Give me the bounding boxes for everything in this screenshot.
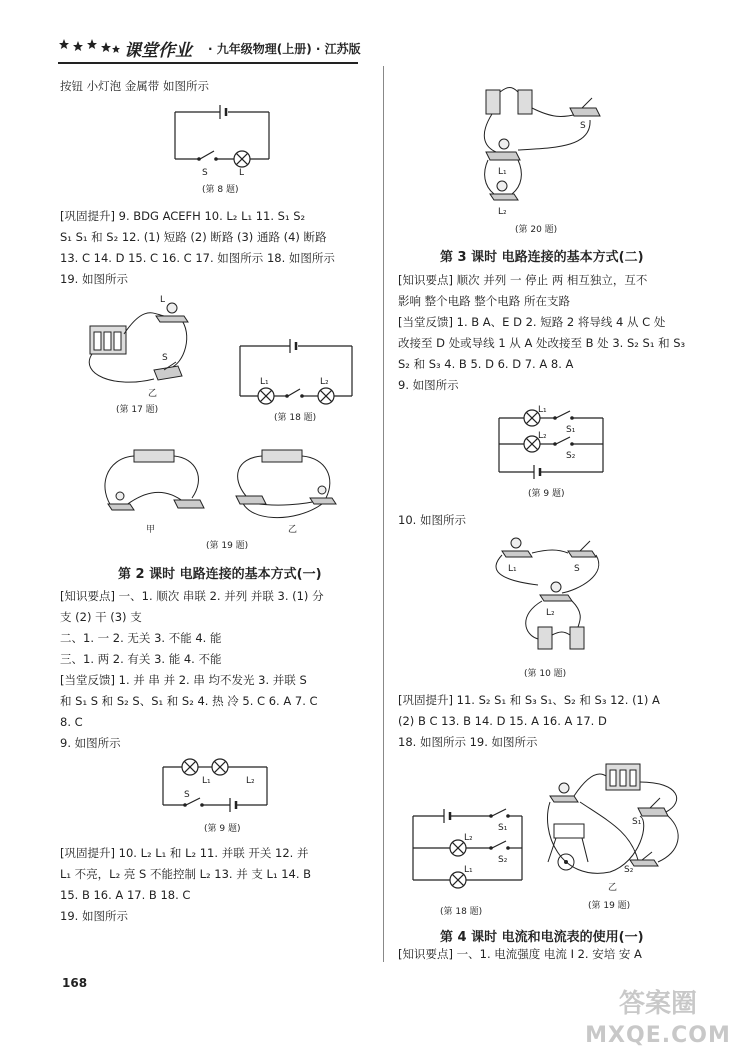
answer-line: 二、1. 一 2. 无关 3. 不能 4. 能: [60, 631, 222, 645]
right-lesson-3-answers: [398, 270, 685, 396]
switch-s2-label: S₂: [624, 865, 634, 875]
answer-line: 三、1. 两 2. 有关 3. 能 4. 不能: [60, 652, 222, 666]
figure-18-caption: (第 18 题): [274, 413, 317, 423]
lamp-l1-label: L₁: [538, 405, 547, 415]
diagram-yi-label: 乙: [608, 883, 618, 892]
answer-line: [知识要点] 一、1. 电流强度 电流 I 2. 安培 安 A: [398, 947, 642, 961]
lamp-l2-label: L₂: [246, 776, 255, 786]
section-heading-lesson-4: 第 4 课时 电流和电流表的使用(一): [440, 930, 644, 945]
answer-line: 9. 如图所示: [60, 736, 121, 750]
answer-line: S₂ 和 S₃ 4. B 5. D 6. D 7. A 8. A: [398, 357, 574, 371]
figure-9-circuit: [160, 757, 270, 819]
answer-line: 改接至 D 处或导线 1 从 A 处改接至 B 处 3. S₂ S₁ 和 S₃: [398, 336, 686, 350]
answer-line: 15. B 16. A 17. B 18. C: [60, 888, 191, 902]
lamp-label: L: [239, 168, 245, 178]
watermark-site-text: MXQE.COM: [585, 1023, 731, 1048]
figure-18-circuit: [236, 338, 356, 408]
header-rule: [58, 62, 358, 64]
figure-18-right-caption: (第 18 题): [440, 907, 483, 917]
answer-line: S₁ S₁ 和 S₂ 12. (1) 短路 (2) 断路 (3) 通路 (4) 断路: [60, 230, 327, 244]
switch-label: S: [184, 790, 190, 800]
switch-label: S: [580, 121, 586, 131]
switch-s1-label: S₁: [632, 817, 642, 827]
switch-s2-label: S₂: [498, 855, 508, 865]
figure-9-caption: (第 9 题): [204, 824, 241, 834]
lamp-l1-label: L₁: [260, 377, 269, 387]
section-heading-lesson-2: 第 2 课时 电路连接的基本方式(一): [118, 567, 322, 582]
answer-line: 9. 如图所示: [398, 378, 459, 392]
switch-s1-label: S₁: [498, 823, 508, 833]
switch-label: S: [574, 564, 580, 574]
figure-19-right-caption: (第 19 题): [588, 901, 631, 911]
right-q10: [398, 510, 466, 531]
right-lesson-4-answers: [398, 944, 642, 965]
figure-20-caption: (第 20 题): [515, 225, 558, 235]
diagram-yi-label: 乙: [288, 525, 298, 535]
stars-icon: [58, 38, 122, 56]
answer-line: 影响 整个电路 整个电路 所在支路: [398, 294, 570, 308]
section-heading-lesson-3: 第 3 课时 电路连接的基本方式(二): [440, 250, 644, 265]
figure-9-right-circuit: [496, 404, 606, 484]
answer-line: 13. C 14. D 15. C 16. C 17. 如图所示 18. 如图所示: [60, 251, 335, 265]
right-consolidation: [398, 690, 660, 753]
lamp-l2-label: L₂: [538, 431, 547, 441]
book-title: 课堂作业: [124, 41, 192, 61]
figure-8-circuit: [172, 104, 272, 179]
answer-line: [巩固提升] 11. S₂ S₁ 和 S₃ S₁、S₂ 和 S₃ 12. (1) A: [398, 693, 660, 707]
figure-19-caption: (第 19 题): [206, 541, 249, 551]
answer-line: 支 (2) 干 (3) 支: [60, 610, 142, 624]
diagram-jia-label: 甲: [146, 525, 156, 535]
answer-line: [知识要点] 顺次 并列 一 停止 两 相互独立，互不: [398, 273, 648, 287]
left-consolidation-2: [60, 843, 311, 927]
figure-9-right-caption: (第 9 题): [528, 489, 565, 499]
answer-line: [巩固提升] 10. L₂ L₁ 和 L₂ 11. 并联 开关 12. 并: [60, 846, 309, 860]
watermark: [568, 988, 748, 1052]
figure-19-right-circuit: [540, 762, 690, 892]
answer-line: 按钮 小灯泡 金属带 如图所示: [60, 79, 209, 93]
left-intro: [60, 76, 209, 97]
answer-line: 8. C: [60, 715, 83, 729]
answer-line: 18. 如图所示 19. 如图所示: [398, 735, 538, 749]
answer-line: [知识要点] 一、1. 顺次 串联 2. 并列 并联 3. (1) 分: [60, 589, 324, 603]
lamp-label: L: [160, 295, 166, 305]
answer-line: L₁ 不亮，L₂ 亮 S 不能控制 L₂ 13. 并 支 L₁ 14. B: [60, 867, 312, 881]
figure-18-right-circuit: [410, 808, 525, 900]
answer-line: [当堂反馈] 1. B A、E D 2. 短路 2 将导线 4 从 C 处: [398, 315, 666, 329]
answer-line: 19. 如图所示: [60, 909, 128, 923]
watermark-logo-text: 答案圈: [618, 989, 697, 1019]
lamp-l1-label: L₁: [498, 167, 507, 177]
book-subtitle: · 九年级物理(上册) · 江苏版: [208, 42, 361, 56]
answer-line: 19. 如图所示: [60, 272, 128, 286]
diagram-yi-label: 乙: [148, 389, 158, 399]
left-consolidation-1: [60, 206, 335, 290]
column-divider: [383, 66, 384, 962]
answer-line: [巩固提升] 9. BDG ACEFH 10. L₂ L₁ 11. S₁ S₂: [60, 209, 306, 223]
figure-10-caption: (第 10 题): [524, 669, 567, 679]
switch-label: S: [202, 168, 208, 178]
left-lesson-2-answers: [60, 586, 324, 754]
figure-10-circuit: [488, 535, 608, 667]
lamp-l1-label: L₁: [508, 564, 517, 574]
lamp-l1-label: L₁: [464, 865, 473, 875]
answer-line: 10. 如图所示: [398, 513, 466, 527]
answer-line: [当堂反馈] 1. 并 串 并 2. 串 均不发光 3. 并联 S: [60, 673, 307, 687]
lamp-l1-label: L₁: [202, 776, 211, 786]
switch-s1-label: S₁: [566, 425, 576, 435]
page-header: [58, 34, 718, 64]
lamp-l2-label: L₂: [498, 207, 507, 217]
switch-s2-label: S₂: [566, 451, 576, 461]
lamp-l2-label: L₂: [546, 608, 555, 618]
lamp-l2-label: L₂: [464, 833, 473, 843]
figure-8-caption: (第 8 题): [202, 185, 239, 195]
figure-20-circuit: [472, 78, 612, 218]
answer-line: 和 S₁ S 和 S₂ S、S₁ 和 S₂ 4. 热 冷 5. C 6. A 7. C: [60, 694, 318, 708]
figure-17-circuit: [84, 294, 209, 399]
switch-label: S: [162, 353, 168, 363]
lamp-l2-label: L₂: [320, 377, 329, 387]
page-number: 168: [62, 976, 88, 990]
answer-line: (2) B C 13. B 14. D 15. A 16. A 17. D: [398, 714, 607, 728]
figure-19-circuits: [96, 438, 351, 538]
figure-17-caption: (第 17 题): [116, 405, 159, 415]
